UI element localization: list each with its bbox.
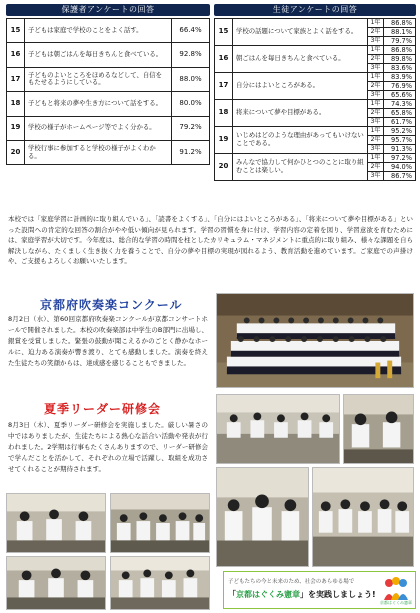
grade-value: 95.7% — [384, 136, 416, 145]
grade-label: 3年 — [368, 172, 384, 181]
grade-value: 86.8% — [384, 19, 416, 28]
grade-value: 86.7% — [384, 172, 416, 181]
grade-value: 95.2% — [384, 127, 416, 136]
grade-value: 86.8% — [384, 46, 416, 55]
grade-value: 65.6% — [384, 91, 416, 100]
parent-survey — [6, 4, 210, 165]
banner-charter-name: 京都はぐくみ憲章 — [236, 590, 300, 599]
grade-value: 61.7% — [384, 118, 416, 127]
leader-title: 夏季リーダー研修会 — [44, 402, 162, 416]
table-row — [7, 92, 210, 116]
student-survey — [214, 4, 416, 181]
question-number: 19 — [7, 116, 25, 140]
question-text: 学校行事に参加すると学校の様子がよくわかる。 — [25, 140, 172, 164]
leader-photo-8-image — [111, 557, 209, 609]
leader-photo-6-image — [111, 494, 209, 552]
leader-photo-4 — [312, 467, 414, 567]
grade-label: 3年 — [368, 145, 384, 154]
grade-value: 76.9% — [384, 82, 416, 91]
student-survey-header: 生徒アンケートの回答 — [214, 4, 416, 16]
question-text: いじめはどのような理由があってもいけないことである。 — [233, 127, 368, 154]
question-number: 15 — [215, 19, 233, 46]
grade-value: 88.1% — [384, 28, 416, 37]
table-row — [215, 46, 416, 55]
question-value: 91.2% — [172, 140, 210, 164]
leader-photo-6 — [110, 493, 210, 553]
parent-survey-header: 保護者アンケートの回答 — [6, 4, 210, 16]
leader-photo-7 — [6, 556, 106, 610]
question-text: みんなで協力して何かひとつのことに取り組むことは楽しい。 — [233, 154, 368, 181]
concert-photo-image — [217, 294, 413, 387]
table-row — [215, 127, 416, 136]
grade-label: 1年 — [368, 46, 384, 55]
grade-label: 2年 — [368, 55, 384, 64]
table-row — [7, 116, 210, 140]
grade-label: 2年 — [368, 109, 384, 118]
leader-photo-4-image — [313, 468, 413, 566]
grade-label: 2年 — [368, 82, 384, 91]
question-text: 学校の話題について家族とよく話をする。 — [233, 19, 368, 46]
question-number: 17 — [7, 67, 25, 91]
table-row — [7, 19, 210, 43]
grade-value: 89.8% — [384, 55, 416, 64]
hagukumi-charter-banner — [223, 571, 416, 609]
grade-label: 2年 — [368, 163, 384, 172]
leader-photo-7-image — [7, 557, 105, 609]
table-row — [215, 100, 416, 109]
concert-title: 京都府吹奏楽コンクール — [40, 298, 183, 312]
question-text: 将来について夢や目標がある。 — [233, 100, 368, 127]
question-number: 20 — [7, 140, 25, 164]
question-number: 18 — [7, 92, 25, 116]
survey-commentary: 本校では「家庭学習に計画的に取り組んでいる」、「読書をよくする」、「自分にはよいところがある」、「将来について夢や目標がある」といった設問への肯定的な回答の割合がやや低い傾向が見られます。学習の習慣を身に付け、学習内容の定着を図り、学習意欲を育むためには、家庭学習が大切です。今年度は、総合的な学習の時間を柱としたカリキュラム・マネジメントに重点的に取り組み、様々な課題を自ら解決しながら、たくましく生き抜く力を養うことで、自分の夢や目標の実現が図れるよう、教育活動を進めています。ご家庭での声掛けや、ご支援もよろしくお願いいたします。 — [8, 215, 413, 266]
banner-slogan: 「京都はぐくみ憲章」を実践しましょう! — [228, 590, 376, 599]
charter-logo-text: 京都はぐくみ憲章 — [380, 600, 412, 605]
grade-label: 3年 — [368, 64, 384, 73]
grade-label: 2年 — [368, 136, 384, 145]
concert-photo — [216, 293, 414, 388]
grade-value: 94.0% — [384, 163, 416, 172]
table-row — [215, 73, 416, 82]
question-number: 17 — [215, 73, 233, 100]
question-text: 子どもは家庭で学校のことをよく話す。 — [25, 19, 172, 43]
grade-label: 1年 — [368, 73, 384, 82]
grade-label: 3年 — [368, 91, 384, 100]
table-row — [7, 43, 210, 67]
question-number: 19 — [215, 127, 233, 154]
table-row — [215, 19, 416, 28]
question-value: 88.0% — [172, 67, 210, 91]
table-row — [7, 140, 210, 164]
grade-value: 83.9% — [384, 73, 416, 82]
grade-label: 2年 — [368, 28, 384, 37]
concert-body: 8月2日（水）、第60回京都府吹奏楽コンクールが京都コンサートホールで開催されました。本校の吹奏楽部は中学生のB部門に出場し、銀賞を受賞しました。緊張の鼓動が聞こえるかのごとく静かなホールに、迫力ある演奏が響き渡り、とても感動しました。演奏を終えた生徒たちの笑顔からは、達成感を感じることもできました。 — [8, 315, 208, 367]
grade-value: 91.3% — [384, 145, 416, 154]
leader-body: 8月3日（木）、夏季リーダー研修会を実施しました。厳しい暑さの中ではありましたが、生徒たちによる熱心な話合い活動や発表が行われました。2学期は行事もたくさんありますので、リーダー研修会で学んだことを活かして、それぞれの立場で活躍し、取組を成功させてくれることが期待されます。 — [8, 421, 208, 473]
leader-photo-2 — [343, 394, 414, 464]
question-text: 学校の様子がホームページ等でよく分かる。 — [25, 116, 172, 140]
leader-photo-3 — [216, 467, 309, 567]
question-value: 80.0% — [172, 92, 210, 116]
question-number: 16 — [7, 43, 25, 67]
question-value: 79.2% — [172, 116, 210, 140]
grade-value: 97.2% — [384, 154, 416, 163]
question-text: 朝ごはんを毎日きちんと食べている。 — [233, 46, 368, 73]
table-row — [7, 67, 210, 91]
table-row — [215, 154, 416, 163]
grade-label: 1年 — [368, 127, 384, 136]
question-text: 子どもと将来の夢や生き方について話をする。 — [25, 92, 172, 116]
question-number: 15 — [7, 19, 25, 43]
leader-photo-5 — [6, 493, 106, 553]
grade-label: 3年 — [368, 37, 384, 46]
grade-label: 1年 — [368, 100, 384, 109]
question-number: 20 — [215, 154, 233, 181]
question-number: 16 — [215, 46, 233, 73]
leader-photo-8 — [110, 556, 210, 610]
leader-photo-1-image — [217, 395, 339, 463]
student-survey-table — [214, 18, 416, 181]
parent-survey-table — [6, 18, 210, 165]
leader-photo-1 — [216, 394, 340, 464]
question-number: 18 — [215, 100, 233, 127]
grade-value: 65.8% — [384, 109, 416, 118]
grade-label: 1年 — [368, 154, 384, 163]
grade-label: 1年 — [368, 19, 384, 28]
leader-photo-2-image — [344, 395, 413, 463]
question-text: 子どもは朝ごはんを毎日きちんと食べている。 — [25, 43, 172, 67]
question-value: 66.4% — [172, 19, 210, 43]
leader-photo-5-image — [7, 494, 105, 552]
question-text: 自分にはよいところがある。 — [233, 73, 368, 100]
banner-caption: 子どもたちの今と未来のため、社会のあらゆる場で — [228, 579, 355, 585]
leader-photo-3-image — [217, 468, 308, 566]
question-value: 92.8% — [172, 43, 210, 67]
grade-value: 83.6% — [384, 64, 416, 73]
grade-value: 79.7% — [384, 37, 416, 46]
question-text: 子どものよいところをほめるなどして、自信をもたせるようにしている。 — [25, 67, 172, 91]
grade-label: 3年 — [368, 118, 384, 127]
grade-value: 74.3% — [384, 100, 416, 109]
